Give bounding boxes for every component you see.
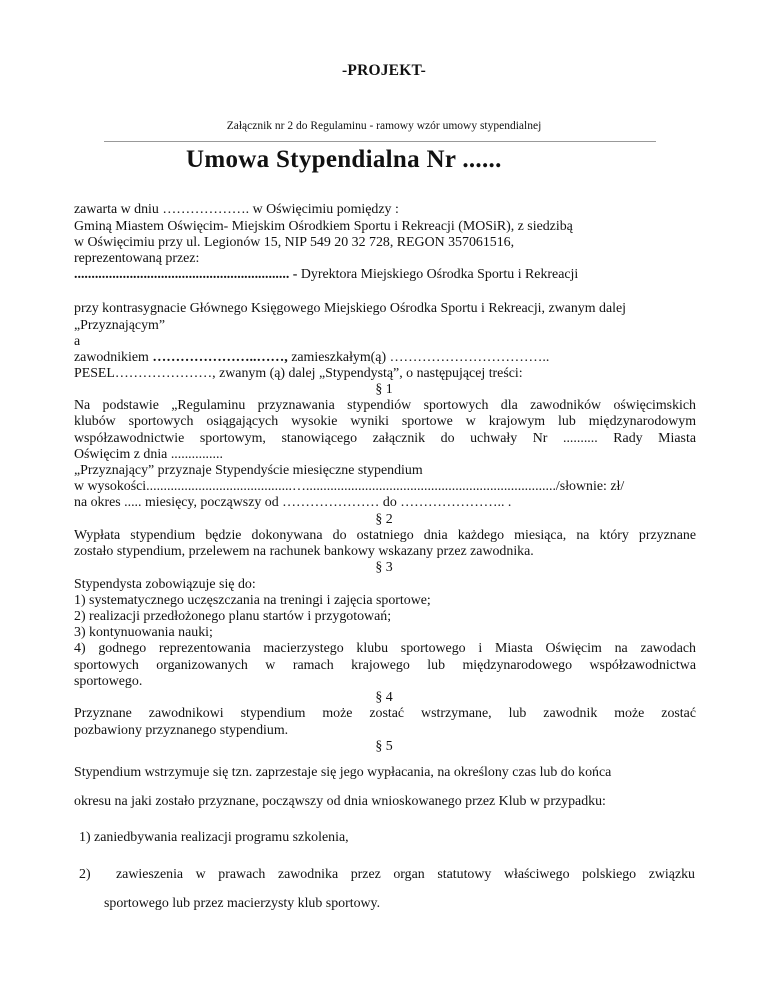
section-4-heading: § 4 <box>375 690 393 705</box>
parties-line-4 <box>74 350 549 366</box>
residence-field: zamieszkałym(ą) …………………………….. <box>287 350 550 365</box>
par3-item-4-line-3: sportowego. <box>74 674 143 689</box>
par3-item-4-line-2: sportowych organizowanych w ramach krajowego lub międzynarodowego współzawodnictwa <box>74 658 696 673</box>
par5-line-2: okresu na jaki zostało przyznane, począwszy od dnia wnioskowanego przez Klub w przypadku: <box>74 794 606 809</box>
section-2-heading: § 2 <box>375 512 393 527</box>
par5-line-1: Stypendium wstrzymuje się tzn. zaprzestaje się jego wypłacania, na określony czas lub do końca <box>74 765 612 780</box>
par3-item-1: 1) systematycznego uczęszczania na treningi i zajęcia sportowe; <box>74 593 431 608</box>
par2-line-1: Wypłata stypendium będzie dokonywana do ostatniego dnia każdego miesiąca, na który przyznane <box>74 528 696 543</box>
section-5-heading: § 5 <box>375 739 393 754</box>
parties-line-5: PESEL…………………, zwanym (ą) dalej „Stypendystą”, o następującej treści: <box>74 366 523 381</box>
par1-line-4: Oświęcim z dnia ............... <box>74 447 223 462</box>
intro-line-4: reprezentowaną przez: <box>74 251 200 266</box>
par1-line-3: współzawodnictwie sportowym, stanowiącego załącznik do uchwały Nr .......... Rady Miasta <box>74 431 696 446</box>
par5-item-2-number: 2) <box>79 867 91 882</box>
par3-intro: Stypendysta zobowiązuje się do: <box>74 577 256 592</box>
par1-line-6: w wysokości..........................................…......................................................................../słownie: zł/ <box>74 479 625 494</box>
header-divider <box>104 141 656 142</box>
par2-line-2: zostało stypendium, przelewem na rachunek bankowy wskazany przez zawodnika. <box>74 544 534 559</box>
parties-line-2: „Przyznającym” <box>74 318 166 333</box>
athlete-name-dots: …………………..……, <box>152 350 288 365</box>
par5-item-2-line-1: zawieszenia w prawach zawodnika przez organ statutowy właściwego polskiego związku <box>116 867 695 882</box>
par5-item-2-line-2: sportowego lub przez macierzysty klub sportowy. <box>104 896 381 911</box>
section-1-heading: § 1 <box>375 382 393 397</box>
intro-line-1: zawarta w dniu ………………. w Oświęcimiu pomiędzy : <box>74 202 399 217</box>
par1-line-1: Na podstawie „Regulaminu przyznawania stypendiów sportowych dla zawodników oświęcimskich <box>74 398 696 413</box>
par3-item-4-line-1: 4) godnego reprezentowania macierzystego klubu sportowego i Miasta Oświęcim na zawodach <box>74 641 696 656</box>
parties-line-3: a <box>74 334 81 349</box>
intro-line-3: w Oświęcimiu przy ul. Legionów 15, NIP 549 20 32 728, REGON 357061516, <box>74 235 515 250</box>
representative-role: Dyrektora Miejskiego Ośrodka Sportu i Rekreacji <box>297 267 579 282</box>
intro-line-2: Gminą Miastem Oświęcim- Miejskim Ośrodkiem Sportu i Rekreacji (MOSiR), z siedzibą <box>74 219 573 234</box>
projekt-heading: -PROJEKT- <box>342 62 426 79</box>
par4-line-1: Przyznane zawodnikowi stypendium może zostać wstrzymane, lub zawodnik może zostać <box>74 706 696 721</box>
representative-dots: .............................................................. - <box>74 267 298 282</box>
athlete-label: zawodnikiem <box>74 350 153 365</box>
par1-line-7: na okres ..... miesięcy, począwszy od ………………… do ………………….. . <box>74 495 512 510</box>
par3-item-3: 3) kontynuowania nauki; <box>74 625 213 640</box>
parties-line-1: przy kontrasygnacie Głównego Księgowego Miejskiego Ośrodka Sportu i Rekreacji, zwanym dalej <box>74 301 627 316</box>
section-3-heading: § 3 <box>375 560 393 575</box>
par5-item-1: 1) zaniedbywania realizacji programu szkolenia, <box>79 830 349 845</box>
intro-line-5 <box>74 267 578 283</box>
par1-line-2: klubów sportowych osiągających wysokie wyniki sportowe w krajowym lub międzynarodowym <box>74 414 696 429</box>
par3-item-2: 2) realizacji przedłożonego planu startów i przygotowań; <box>74 609 392 624</box>
document-title: Umowa Stypendialna Nr ...... <box>186 146 502 173</box>
attachment-note: Załącznik nr 2 do Regulaminu - ramowy wzór umowy stypendialnej <box>226 120 542 132</box>
par1-line-5: „Przyznający” przyznaje Stypendyście miesięczne stypendium <box>74 463 423 478</box>
par4-line-2: pozbawiony przyznanego stypendium. <box>74 723 289 738</box>
